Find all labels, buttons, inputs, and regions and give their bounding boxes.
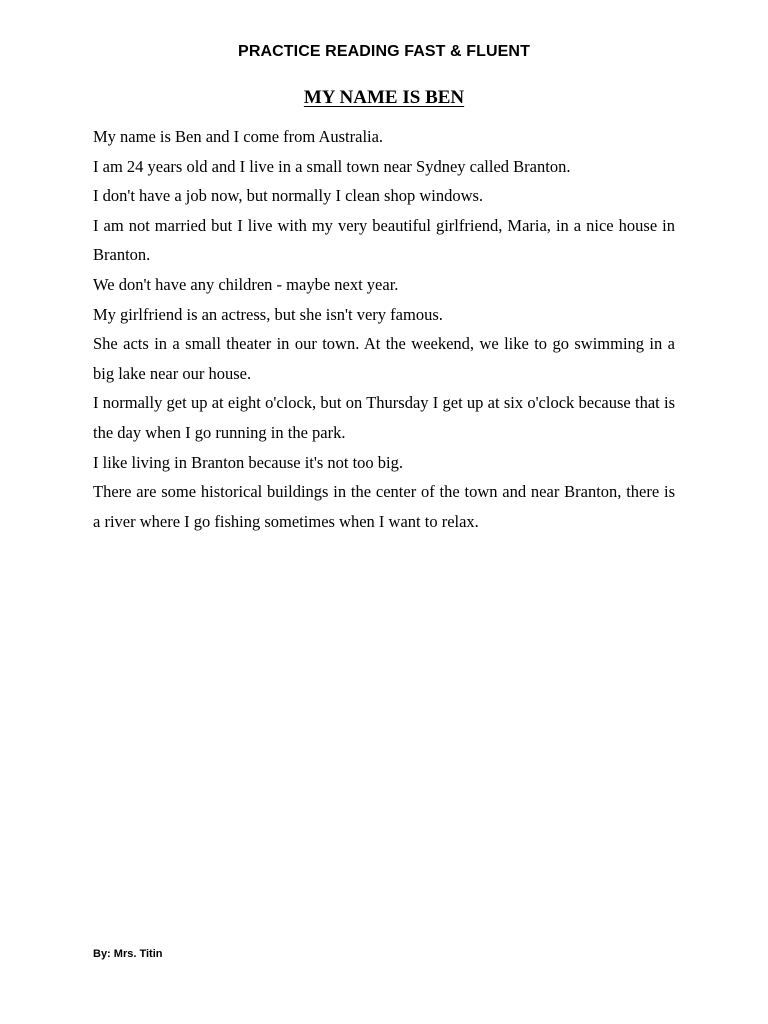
paragraph: I am not married but I live with my very beautiful girlfriend, Maria, in a nice house in Branton. <box>93 215 675 265</box>
document-title: MY NAME IS BEN <box>303 87 465 108</box>
paragraph: There are some historical buildings in the center of the town and near Branton, there is a river where I go fishing sometimes when I want to relax. <box>93 482 675 531</box>
paragraph: I don't have a job now, but normally I clean shop windows. <box>93 186 484 206</box>
paragraph: She acts in a small theater in our town. At the weekend, we like to go swimming in a big lake near our house. <box>93 334 675 383</box>
paragraph: I am 24 years old and I live in a small town near Sydney called Branton. <box>93 156 571 176</box>
paragraph: My name is Ben and I come from Australia. <box>93 127 384 146</box>
author-footer: By: Mrs. Titin <box>93 948 163 960</box>
paragraph: I like living in Branton because it's not too big. <box>93 452 404 472</box>
page-header: PRACTICE READING FAST & FLUENT <box>238 43 530 60</box>
paragraph: My girlfriend is an actress, but she isn't very famous. <box>93 304 443 324</box>
paragraph: We don't have any children - maybe next year. <box>93 274 399 294</box>
paragraph: I normally get up at eight o'clock, but on Thursday I get up at six o'clock because that is the day when I go running in the park. <box>93 393 675 442</box>
reading-passage <box>93 122 675 536</box>
